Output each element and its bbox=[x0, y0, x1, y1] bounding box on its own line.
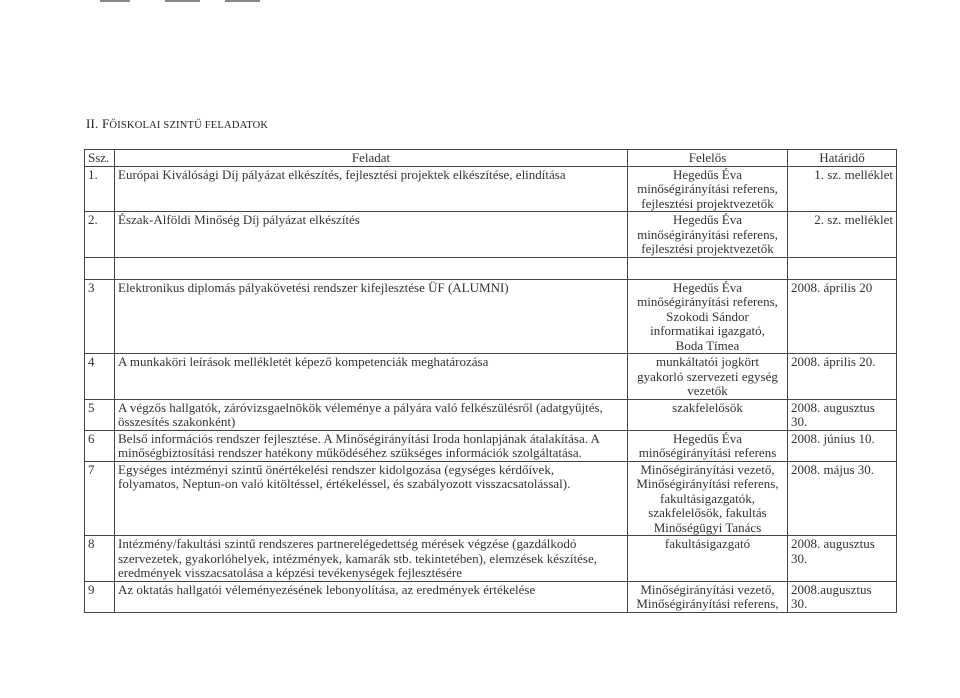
task-cell-line: Európai Kiválósági Díj pályázat elkészítés, fejlesztési projektek elkészítése, elindítása bbox=[118, 166, 566, 182]
section-title bbox=[86, 116, 268, 132]
spacer-cell bbox=[115, 257, 628, 279]
task-cell-line: Elektronikus diplomás pályakövetési rendszer kifejlesztése ÜF (ALUMNI) bbox=[118, 279, 509, 295]
task-cell bbox=[115, 536, 628, 582]
responsible-cell bbox=[628, 166, 788, 212]
task-cell-line: Egységes intézményi szintű önértékelési rendszer kidolgozása (egységes kérdőívek, bbox=[118, 461, 555, 477]
row-number: 5 bbox=[85, 399, 115, 430]
responsible-cell-line: Boda Tímea bbox=[675, 337, 740, 353]
spacer-row bbox=[85, 257, 897, 279]
deadline-cell bbox=[788, 354, 897, 400]
task-cell-line: Belső információs rendszer fejlesztése. A Minőségirányítási Iroda honlapjának átalakítása. A bbox=[118, 430, 600, 446]
responsible-cell-line: Hegedűs Éva bbox=[673, 212, 742, 227]
responsible-cell bbox=[628, 581, 788, 612]
deadline-cell-line: 2008. április 20 bbox=[791, 279, 873, 295]
deadline-cell bbox=[788, 461, 897, 536]
task-cell-line: szervezetek, gyakorlóhelyek, intézmények, kamarák stb. tekintetében), elemzések készítése, bbox=[118, 550, 597, 566]
responsible-cell-line: minőségirányítási referens, bbox=[637, 294, 778, 309]
deadline-cell-line: 2008. június 10. bbox=[791, 430, 875, 446]
row-number: 2. bbox=[85, 212, 115, 258]
responsible-cell-line: Minőségügyi Tanács bbox=[653, 519, 762, 535]
table-row bbox=[85, 212, 897, 258]
table-row bbox=[85, 166, 897, 212]
table-body bbox=[85, 166, 897, 612]
table-row bbox=[85, 461, 897, 536]
deadline-cell bbox=[788, 212, 897, 258]
task-table bbox=[84, 149, 897, 613]
responsible-cell bbox=[628, 279, 788, 354]
responsible-cell-line: Minőségirányítási vezető, bbox=[640, 461, 775, 477]
table-row bbox=[85, 430, 897, 461]
deadline-cell-line: 2008.augusztus bbox=[791, 581, 872, 597]
spacer-cell bbox=[788, 257, 897, 279]
task-cell bbox=[115, 279, 628, 354]
responsible-cell bbox=[628, 354, 788, 400]
deadline-cell-line: 2008. augusztus bbox=[791, 399, 875, 415]
table-row bbox=[85, 279, 897, 354]
task-cell bbox=[115, 166, 628, 212]
deadline-cell-line: 2008. május 30. bbox=[791, 461, 875, 477]
responsible-cell-line: fejlesztési projektvezetők bbox=[641, 241, 774, 256]
task-cell-line: A végzős hallgatók, záróvizsgaelnökök véleménye a pályára való felkészülésről (adatgyűjtés, bbox=[118, 399, 603, 415]
responsible-cell-line: informatikai igazgató, bbox=[650, 323, 765, 338]
row-number: 1. bbox=[85, 166, 115, 212]
task-cell-line: folyamatos, Neptun-on való kitöltéssel, értékeléssel, és szabályozott visszacsatolással). bbox=[118, 476, 571, 491]
task-cell-line: A munkaköri leírások mellékletét képező kompetenciák meghatározása bbox=[118, 354, 489, 369]
row-number: 6 bbox=[85, 430, 115, 461]
responsible-cell-line: Szokodi Sándor bbox=[666, 308, 749, 324]
responsible-cell bbox=[628, 536, 788, 582]
header-ssz: Ssz. bbox=[85, 150, 115, 167]
responsible-cell-line: munkáltatói jogkört bbox=[656, 354, 759, 369]
task-cell bbox=[115, 430, 628, 461]
responsible-cell-line: Hegedűs Éva bbox=[673, 166, 742, 182]
deadline-cell-line: 2008. április 20. bbox=[791, 354, 876, 369]
responsible-cell bbox=[628, 212, 788, 258]
responsible-cell-line: fakultásigazgatók, bbox=[660, 490, 755, 506]
section-title-first: F bbox=[101, 116, 110, 131]
responsible-cell-line: fakultásigazgató bbox=[664, 536, 751, 551]
spacer-cell bbox=[85, 257, 115, 279]
task-cell bbox=[115, 212, 628, 258]
responsible-cell bbox=[628, 461, 788, 536]
responsible-cell-line: Minőségirányítási vezető, bbox=[640, 581, 775, 597]
task-cell bbox=[115, 581, 628, 612]
deadline-cell-line: 2. sz. melléklet bbox=[814, 212, 893, 227]
responsible-cell-line: minőségirányítási referens, bbox=[637, 226, 778, 242]
task-cell-line: Észak-Alföldi Minőség Díj pályázat elkészítés bbox=[118, 212, 360, 227]
responsible-cell-line: minőségirányítási referens, bbox=[637, 181, 778, 196]
section-title-rest: ŐISKOLAI SZINTŰ FELADATOK bbox=[109, 120, 269, 131]
spacer-cell bbox=[628, 257, 788, 279]
responsible-cell-line: fejlesztési projektvezetők bbox=[641, 195, 774, 211]
task-cell-line: Intézmény/fakultási szintű rendszeres partnerelégedettség mérések végzése (gazdálkodó bbox=[118, 536, 577, 551]
responsible-cell bbox=[628, 399, 788, 430]
header-hatarido: Határidő bbox=[788, 150, 897, 167]
task-cell bbox=[115, 399, 628, 430]
table-row bbox=[85, 536, 897, 582]
deadline-cell-line: 2008. augusztus bbox=[791, 536, 875, 551]
deadline-cell bbox=[788, 536, 897, 582]
scan-top-edge bbox=[0, 0, 960, 6]
responsible-cell-line: minőségirányítási referens bbox=[638, 445, 777, 460]
deadline-cell-line: 30. bbox=[791, 596, 808, 611]
task-cell-line: minőségbiztosítási rendszer hatékony működéséhez szükséges információk szolgáltatása. bbox=[118, 445, 582, 460]
deadline-cell bbox=[788, 279, 897, 354]
responsible-cell-line: szakfelelősök bbox=[672, 399, 743, 415]
table-header-row bbox=[85, 150, 897, 167]
table-row bbox=[85, 581, 897, 612]
task-cell-line: Az oktatás hallgatói véleményezésének lebonyolítása, az eredmények értékelése bbox=[118, 581, 536, 597]
task-cell-line: eredmények visszacsatolása a képzési tevékenységek fejlesztésére bbox=[118, 565, 462, 580]
responsible-cell-line: Hegedűs Éva bbox=[673, 279, 742, 295]
deadline-cell-line: 30. bbox=[791, 550, 808, 566]
task-cell bbox=[115, 354, 628, 400]
responsible-cell-line: Minőségirányítási referens, bbox=[636, 596, 779, 611]
row-number: 9 bbox=[85, 581, 115, 612]
row-number: 7 bbox=[85, 461, 115, 536]
deadline-cell-line: 1. sz. melléklet bbox=[814, 166, 893, 182]
deadline-cell-line: 30. bbox=[791, 414, 808, 429]
row-number: 4 bbox=[85, 354, 115, 400]
row-number: 8 bbox=[85, 536, 115, 582]
header-felelos: Felelős bbox=[628, 150, 788, 167]
deadline-cell bbox=[788, 166, 897, 212]
deadline-cell bbox=[788, 581, 897, 612]
table-row bbox=[85, 354, 897, 400]
responsible-cell-line: gyakorló szervezeti egység bbox=[637, 368, 778, 384]
responsible-cell-line: szakfelelősök, fakultás bbox=[648, 505, 767, 520]
header-feladat: Feladat bbox=[115, 150, 628, 167]
responsible-cell-line: Minőségirányítási referens, bbox=[636, 476, 779, 491]
task-cell bbox=[115, 461, 628, 536]
deadline-cell bbox=[788, 399, 897, 430]
table-row bbox=[85, 399, 897, 430]
responsible-cell-line: vezetők bbox=[687, 383, 728, 398]
section-numeral: II. bbox=[86, 116, 99, 131]
row-number: 3 bbox=[85, 279, 115, 354]
responsible-cell bbox=[628, 430, 788, 461]
responsible-cell-line: Hegedűs Éva bbox=[673, 430, 742, 446]
task-cell-line: összesítés szakonként) bbox=[118, 414, 236, 429]
deadline-cell bbox=[788, 430, 897, 461]
